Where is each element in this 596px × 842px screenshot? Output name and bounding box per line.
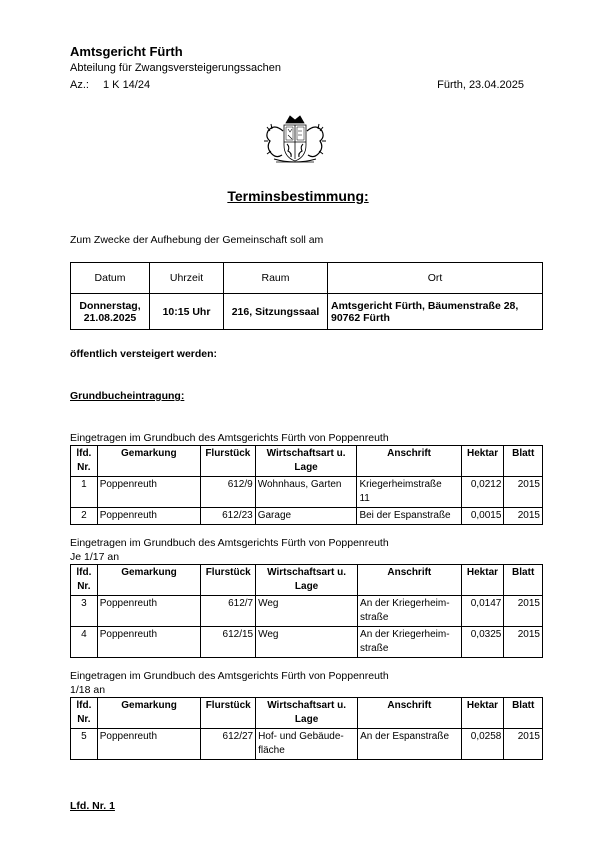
table-row <box>71 508 543 525</box>
col-blatt: Blatt <box>504 698 543 729</box>
col-gemarkung: Gemarkung <box>97 565 201 596</box>
cell-hektar: 0,0147 <box>461 596 504 627</box>
cell-hektar: 0,0325 <box>461 627 504 658</box>
appointment-time: 10:15 Uhr <box>150 294 224 330</box>
cell-anschrift: An der Espanstraße <box>358 729 462 760</box>
table-row <box>71 729 543 760</box>
col-hektar: Hektar <box>461 698 504 729</box>
cell-nr: 3 <box>71 596 98 627</box>
col-anschrift: Anschrift <box>358 565 462 596</box>
place-and-date: Fürth, 23.04.2025 <box>437 79 524 91</box>
cell-nr: 4 <box>71 627 98 658</box>
cell-flurstueck: 612/15 <box>201 627 256 658</box>
header-date: Datum <box>71 263 150 294</box>
table-header-row <box>71 565 543 596</box>
col-nr-line1: lfd. <box>76 700 92 711</box>
cell-wirtschaftsart: Weg <box>256 596 358 627</box>
col-wirtschaftsart <box>255 446 357 477</box>
cell-blatt: 2015 <box>504 508 543 525</box>
cell-anschrift <box>358 596 462 627</box>
section-share: Je 1/17 an <box>70 551 120 563</box>
footer-running-number: Lfd. Nr. 1 <box>70 800 115 812</box>
col-wirt-line1: Wirtschaftsart u. <box>266 448 346 459</box>
cell-wirtschaftsart: Weg <box>256 627 358 658</box>
col-flurstueck: Flurstück <box>201 565 256 596</box>
header-place: Ort <box>328 263 543 294</box>
cell-anschrift <box>357 477 461 508</box>
cell-hektar: 0,0212 <box>461 477 504 508</box>
appointment-value-row <box>71 294 543 330</box>
col-nr-line2: Nr. <box>77 581 91 592</box>
cell-wirtschaftsart <box>256 729 358 760</box>
cell-wirt-line2: fläche <box>258 745 285 756</box>
court-name: Amtsgericht Fürth <box>70 44 183 59</box>
file-number-label: Az.: <box>70 79 89 91</box>
col-wirtschaftsart <box>256 565 358 596</box>
appointment-place-line2: 90762 Fürth <box>331 311 390 324</box>
col-nr-line1: lfd. <box>76 448 92 459</box>
cell-flurstueck: 612/9 <box>200 477 255 508</box>
cell-anschrift <box>358 627 462 658</box>
cell-wirtschaftsart: Garage <box>255 508 357 525</box>
cell-blatt: 2015 <box>504 627 543 658</box>
header-room: Raum <box>224 263 328 294</box>
col-nr <box>71 698 98 729</box>
cell-an-line2: 11 <box>359 493 370 504</box>
col-wirt-line1: Wirtschaftsart u. <box>267 700 347 711</box>
cell-wirt-line1: Hof- und Gebäude- <box>258 731 344 742</box>
cell-nr: 5 <box>71 729 98 760</box>
cell-hektar: 0,0015 <box>461 508 504 525</box>
col-wirt-line2: Lage <box>294 581 319 592</box>
section-share: 1/18 an <box>70 684 106 696</box>
appointment-place-line1: Amtsgericht Fürth, Bäumenstraße 28, <box>331 299 519 312</box>
col-anschrift: Anschrift <box>358 698 462 729</box>
appointment-header-row <box>71 263 543 294</box>
cell-gemarkung: Poppenreuth <box>97 596 201 627</box>
cell-flurstueck: 612/7 <box>201 596 256 627</box>
cell-flurstueck: 612/27 <box>201 729 256 760</box>
cell-an-line1: Kriegerheimstraße <box>359 479 442 490</box>
table-row <box>71 477 543 508</box>
col-gemarkung: Gemarkung <box>97 698 201 729</box>
intro-text: Zum Zwecke der Aufhebung der Gemeinschaft soll am <box>70 234 324 246</box>
appointment-date-value: 21.08.2025 <box>83 311 137 324</box>
col-nr-line1: lfd. <box>76 567 92 578</box>
appointment-table <box>70 262 543 330</box>
cell-flurstueck: 612/23 <box>200 508 255 525</box>
col-nr-line2: Nr. <box>77 462 91 473</box>
table-header-row <box>71 446 543 477</box>
cell-gemarkung: Poppenreuth <box>97 477 200 508</box>
table-row <box>71 627 543 658</box>
section-caption: Eingetragen im Grundbuch des Amtsgerichts Fürth von Poppenreuth <box>70 670 389 682</box>
col-blatt: Blatt <box>504 446 543 477</box>
document-title: Terminsbestimmung: <box>227 188 369 204</box>
cell-anschrift: Bei der Espanstraße <box>357 508 461 525</box>
col-anschrift: Anschrift <box>357 446 461 477</box>
cell-an-line2: straße <box>360 612 389 623</box>
cell-gemarkung: Poppenreuth <box>97 729 201 760</box>
cell-an-line1: An der Kriegerheim- <box>360 598 450 609</box>
cell-blatt: 2015 <box>504 729 543 760</box>
department-name: Abteilung für Zwangsversteigerungssachen <box>70 62 281 74</box>
appointment-date <box>71 294 150 330</box>
col-hektar: Hektar <box>461 446 504 477</box>
appointment-place <box>328 294 543 330</box>
cell-gemarkung: Poppenreuth <box>97 627 201 658</box>
land-register-table <box>70 697 543 760</box>
header-time: Uhrzeit <box>150 263 224 294</box>
cell-wirtschaftsart <box>255 477 357 508</box>
col-wirt-line2: Lage <box>294 462 318 473</box>
col-hektar: Hektar <box>461 565 504 596</box>
col-wirt-line2: Lage <box>294 714 319 725</box>
cell-blatt: 2015 <box>504 596 543 627</box>
col-nr-line2: Nr. <box>77 714 91 725</box>
cell-blatt: 2015 <box>504 477 543 508</box>
cell-nr: 1 <box>71 477 98 508</box>
appointment-room: 216, Sitzungssaal <box>224 294 328 330</box>
section-caption: Eingetragen im Grundbuch des Amtsgerichts Fürth von Poppenreuth <box>70 537 389 549</box>
col-nr <box>71 446 98 477</box>
cell-hektar: 0,0258 <box>461 729 504 760</box>
coat-of-arms-icon <box>262 113 328 165</box>
col-wirt-line1: Wirtschaftsart u. <box>267 567 346 578</box>
col-nr <box>71 565 98 596</box>
cell-an-line2: straße <box>360 643 389 654</box>
auction-text: öffentlich versteigert werden: <box>70 348 218 360</box>
table-row <box>71 596 543 627</box>
land-register-heading: Grundbucheintragung: <box>70 390 185 402</box>
land-register-table <box>70 445 543 525</box>
land-register-table <box>70 564 543 658</box>
col-gemarkung: Gemarkung <box>97 446 200 477</box>
file-number: 1 K 14/24 <box>103 79 151 91</box>
section-caption: Eingetragen im Grundbuch des Amtsgerichts Fürth von Poppenreuth <box>70 432 389 444</box>
table-header-row <box>71 698 543 729</box>
cell-an-line1: An der Kriegerheim- <box>360 629 450 640</box>
col-flurstueck: Flurstück <box>201 698 256 729</box>
appointment-weekday: Donnerstag, <box>79 299 141 312</box>
cell-wirt-line1: Wohnhaus, Garten <box>257 479 342 490</box>
cell-nr: 2 <box>71 508 98 525</box>
col-blatt: Blatt <box>504 565 543 596</box>
cell-gemarkung: Poppenreuth <box>97 508 200 525</box>
col-wirtschaftsart <box>256 698 358 729</box>
col-flurstueck: Flurstück <box>200 446 255 477</box>
